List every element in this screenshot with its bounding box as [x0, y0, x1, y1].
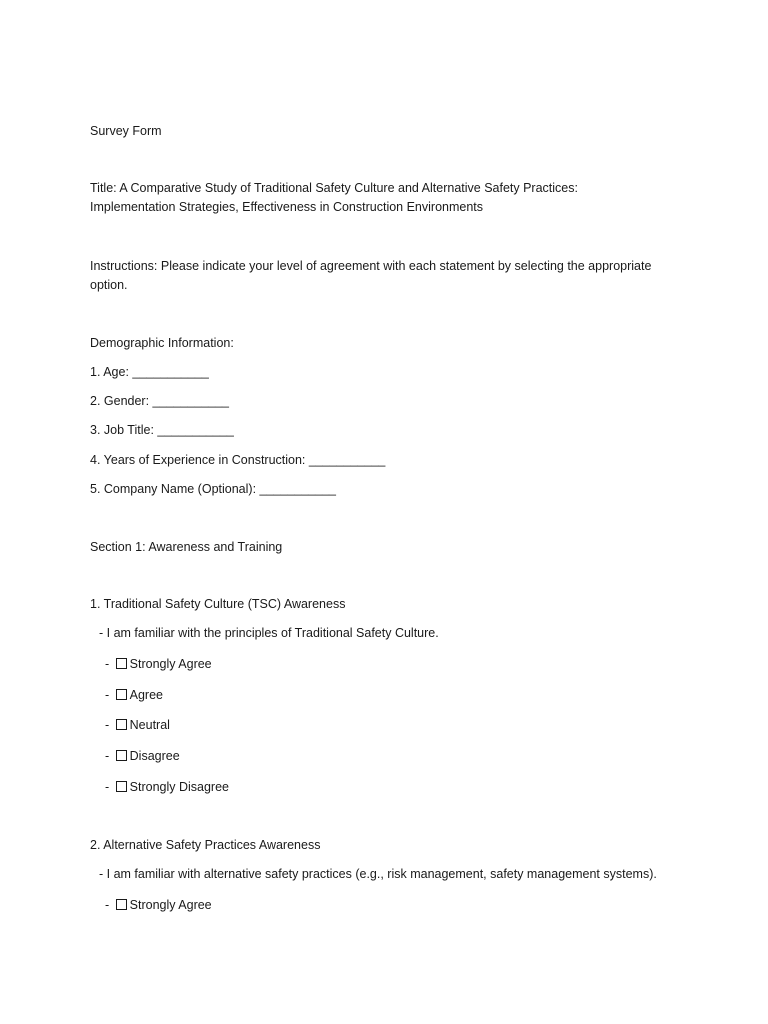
option-prefix: -: [105, 718, 113, 732]
option-prefix: -: [105, 749, 113, 763]
checkbox-icon[interactable]: [116, 658, 127, 669]
demographic-field-gender[interactable]: 2. Gender: ___________: [90, 394, 230, 408]
demographic-field-age[interactable]: 1. Age: ___________: [90, 365, 209, 379]
demographic-field-experience[interactable]: 4. Years of Experience in Construction: ___________: [90, 453, 386, 467]
question-1-statement: - I am familiar with the principles of Traditional Safety Culture.: [99, 626, 439, 640]
title-line-2: Implementation Strategies, Effectiveness in Construction Environments: [90, 200, 484, 214]
option-prefix: -: [105, 780, 113, 794]
checkbox-icon[interactable]: [116, 719, 127, 730]
option-label: Agree: [129, 688, 163, 702]
q1-option-neutral[interactable]: [105, 716, 170, 734]
section1-heading: Section 1: Awareness and Training: [90, 540, 283, 554]
option-label: Strongly Agree: [129, 657, 212, 671]
demographic-field-job-title[interactable]: 3. Job Title: ___________: [90, 423, 234, 437]
instructions-line-1: Instructions: Please indicate your level of agreement with each statement by selecting the appropriate: [90, 259, 652, 273]
option-prefix: -: [105, 657, 113, 671]
demographic-field-company[interactable]: 5. Company Name (Optional): ___________: [90, 482, 336, 496]
option-label: Disagree: [129, 749, 180, 763]
option-prefix: -: [105, 898, 113, 912]
q1-option-disagree[interactable]: [105, 747, 180, 765]
q2-option-strongly-agree[interactable]: [105, 896, 212, 914]
checkbox-icon[interactable]: [116, 781, 127, 792]
question-2-label: 2. Alternative Safety Practices Awareness: [90, 838, 321, 852]
instructions-line-2: option.: [90, 278, 128, 292]
checkbox-icon[interactable]: [116, 750, 127, 761]
option-label: Strongly Disagree: [129, 780, 229, 794]
checkbox-icon[interactable]: [116, 689, 127, 700]
title-line-1: Title: A Comparative Study of Traditional Safety Culture and Alternative Safety Practices:: [90, 181, 578, 195]
q1-option-strongly-agree[interactable]: [105, 655, 212, 673]
document-heading: Survey Form: [90, 124, 162, 138]
q1-option-agree[interactable]: [105, 686, 163, 704]
option-label: Strongly Agree: [129, 898, 212, 912]
option-label: Neutral: [129, 718, 170, 732]
q1-option-strongly-disagree[interactable]: [105, 778, 229, 796]
question-1-label: 1. Traditional Safety Culture (TSC) Awareness: [90, 597, 346, 611]
demographics-heading: Demographic Information:: [90, 336, 234, 350]
option-prefix: -: [105, 688, 113, 702]
question-2-statement: - I am familiar with alternative safety practices (e.g., risk management, safety management systems).: [99, 867, 657, 881]
checkbox-icon[interactable]: [116, 899, 127, 910]
